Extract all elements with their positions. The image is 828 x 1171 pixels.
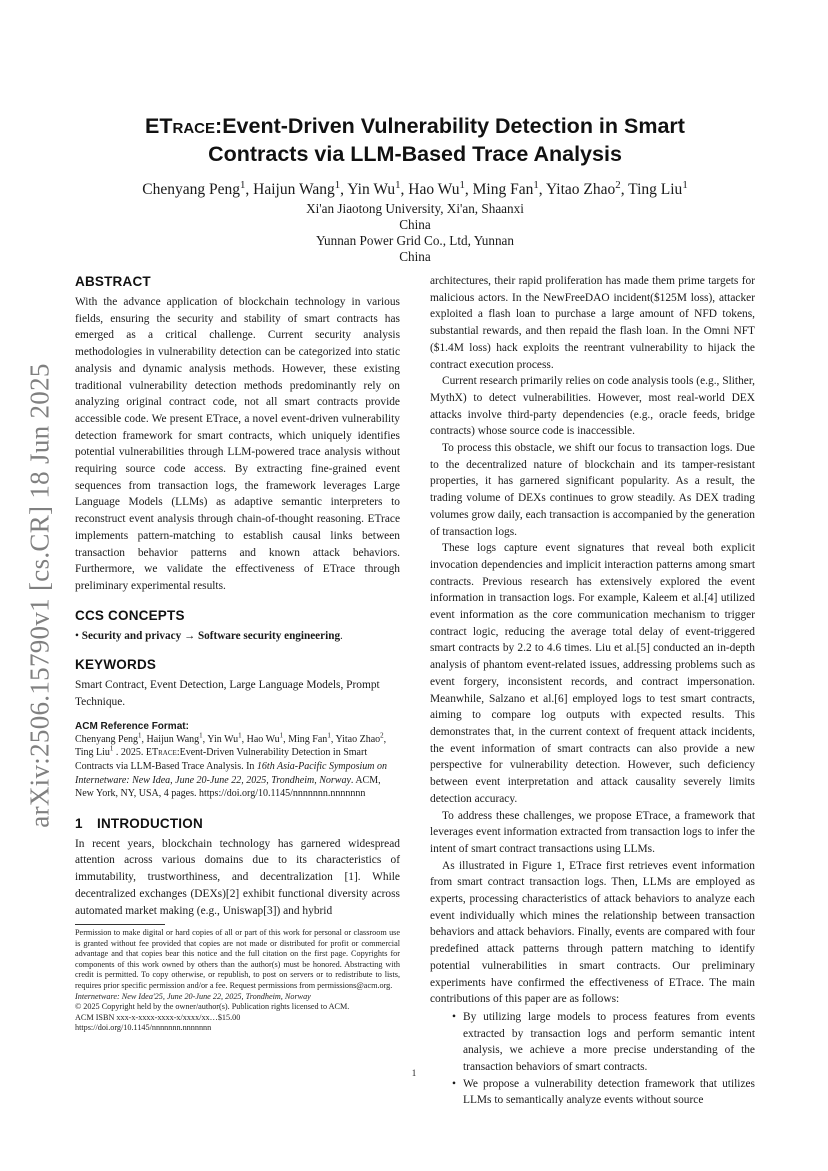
abstract-heading: ABSTRACT [75,274,151,289]
footnote-isbn: ACM ISBN xxx-x-xxxx-xxxx-x/xxxx/xx…$15.00 [75,1012,241,1022]
intro-paragraph-3: To process this obstacle, we shift our focus to transaction logs. Due to the decentralized nature of blockchain and its tamper-resistant properties, it has garnered significant popularity. As a result, the trading volume of DEXs continues to grow steadily. As DEX trading volumes grow daily, each transaction is accompanied by the generation of transaction logs. [430,442,755,538]
intro-paragraph-2: Current research primarily relies on code analysis tools (e.g., Slither, MythX) to detect vulnerabilities. However, most real-world DEX attacks involve third-party dependencies (e.g., oracle feeds, bridge contracts) whose source code is inaccessible. [430,375,756,438]
author-name: Yin Wu [347,181,396,198]
intro-paragraph-4: These logs capture event signatures that reveal both explicit invocation dependencies and implicit interaction patterns among smart contracts. Previous research has extensively explored the event information in transaction logs. For example, Kaleem et al.[4] utilized event information as the core communication mechanism to trigger contract logic, reducing the average total delay of event-triggered smart contracts by 2.2 to 4.6 times. Liu et al.[5] conducted an in-depth analysis of phantom event-related issues, addressing problems such as event forgery, inconsistent records, and contract impersonation. Meanwhile, Salzano et al.[6] employed logs to test smart contracts, aiming to compare log outputs with expected results. This demonstrates that, in the current context of frequent attack incidents, the event information of smart contracts can also provide a new perspective for vulnerability detection. However, such deficiency between event interpretation and attack causality severely limits detection accuracy. [430,542,755,805]
affiliation-2: Yunnan Power Grid Co., Ltd, Yunnan [315,233,515,248]
intro-paragraph-6: As illustrated in Figure 1, ETrace first retrieves event information from smart contract transaction logs. Then, LLMs are employed as experts, processing characteristics of attack behaviors to analyze each event individually which mines the relationship between transaction behaviors and attack behaviors. Finally, events are compared with four predefined attack patterns through pattern matching to identify potential vulnerabilities in smart contracts. Our preliminary experiments have confirmed the effectiveness of ETrace. The main contributions of this paper are as follows: [430,859,755,1006]
keywords-text: Smart Contract, Event Detection, Large Language Models, Prompt Technique. [75,679,380,709]
right-column [430,273,755,1109]
paper-title [90,112,740,168]
author [253,178,341,198]
contribution-list [430,1009,755,1109]
keywords-heading: KEYWORDS [75,657,157,673]
arxiv-id: arXiv:2506.15790v1 [cs.CR] 18 Jun 2025 [24,362,55,828]
footnote-copyright: © 2025 Copyright held by the owner/author(s). Publication rights licensed to ACM. [75,1002,350,1012]
intro-heading: 1 INTRODUCTION [75,815,203,831]
author [472,178,539,198]
page-number: 1 [411,1068,417,1078]
ccs-heading: CCS CONCEPTS [75,607,185,623]
author-name: Haijun Wang [253,181,335,198]
author-name: Hao Wu [408,181,460,198]
author [347,178,401,198]
abstract-text: With the advance application of blockchain technology in various fields, ensuring the security and stability of smart contracts has emerged as a critical challenge. Current security analysis methodologies in vulnerability detection can be categorized into static analysis and dynamic analysis methods. However, these existing traditional vulnerability detection methods predominantly rely on analyzing original contract code, not all smart contracts provide accessible code. We present ETrace, a novel event-driven vulnerability detection framework for smart contracts, which uniquely identifies potential vulnerabilities through LLM-powered trace analysis without requiring source code access. By extracting fine-grained event sequences from transaction logs, the framework leverages Large Language Models (LLMs) as adaptive semantic interpreters to reconstruct event analysis through chain-of-thought reasoning. ETrace implements pattern-matching to establish causal links between transaction behavior patterns and known attack behaviors. Furthermore, we validate the effectiveness of ETrace through preliminary experimental results. [75,296,400,592]
ccs-text: • Security and privacy → Software security engineering. [75,629,343,642]
author [408,178,465,198]
author-affiliation-mark: 1 [334,178,341,191]
intro-paragraph-5: To address these challenges, we propose ETrace, a framework that leverages event information extracted from transaction logs to infer the intent of smart contract transactions using LLMs. [430,809,755,855]
footnote-doi: https://doi.org/10.1145/nnnnnnn.nnnnnnn [75,1023,212,1033]
affiliation-1: Xi'an Jiaotong University, Xi'an, Shaanxi [306,201,524,216]
author-affiliation-mark: 1 [395,178,401,191]
contribution-item: • We propose a vulnerability detection framework that utilizes LLMs to semantically analyze events without source [430,1076,755,1109]
title-line1: :Event-Driven Vulnerability Detection in Smart [215,114,685,138]
author-name: Ting Liu [628,181,683,198]
acm-ref-text: Chenyang Peng$^1$, Haijun Wang$^1$, Yin Wu$^1$, Hao Wu$^1$, Ming Fan$^1$, Yitao Zhao$^2$, Ting Liu$^1$ . 2025. ETrace:Event-Driven Vulnerability Detection in Smart Contracts via LLM-Based Trace Analysis. In 16th Asia-Pacific Symposium on Internetware: New Idea, June 20-June 22, 2025, Trondheim, Norway. ACM, New York, NY, USA, 4 pages. https://doi.org/10.1145/nnnnnnn.nnnnnnn [75,731,387,800]
arxiv-stamp [20,345,60,845]
author-affiliation-mark: 2 [615,178,621,191]
acm-ref-heading: ACM Reference Format: [75,720,189,732]
title-system-name: ETrace [145,114,216,138]
author [628,178,688,198]
permission-text: Permission to make digital or hard copies of all or part of this work for personal or classroom use is granted without fee provided that copies are not made or distributed for profit or commercial advantage and that copies bear this notice and the full citation on the first page. Copyrights for components of this work owned by others than the author(s) must be honored. Abstracting with credit is permitted. To copy otherwise, or republish, to post on servers or to redistribute to lists, requires prior specific permission and/or a fee. Request permissions from permissions@acm.org. [75,928,400,990]
footnote-venue: Internetware: New Idea'25, June 20-June 22, 2025, Trondheim, Norway [75,991,311,1001]
author-affiliation-mark: 1 [682,178,688,191]
author-name: Chenyang Peng [142,181,240,198]
footnote-rule [75,924,165,925]
title-line2: Contracts via LLM-Based Trace Analysis [208,142,622,166]
author [545,178,621,198]
intro-paragraph-1: In recent years, blockchain technology has garnered widespread attention across various domains due to its characteristics of immutability, trustworthiness, and decentralization [1]. While decentralized exchanges (DEXs)[2] exhibit functional diversity across automated market making (e.g., Uniswap[3]) and hybrid [75,837,400,917]
author-name: Ming Fan [472,181,534,198]
affiliation-1-country: China [399,217,431,232]
affiliation-2-country: China [399,249,431,264]
intro-paragraph-continued: architectures, their rapid proliferation has made them prime targets for malicious actors. In the NewFreeDAO incident($125M loss), attacker exploited a flash loan to purchase a large amount of NFD tokens, substantial rewards, and then repaid the flash loan. In the Omni NFT ($1.4M loss) hack exploits the reentrant vulnerability to hijack the contract execution process. [430,275,755,371]
author [142,178,246,198]
author-name: Yitao Zhao [545,181,616,198]
author-affiliation-mark: 1 [240,178,246,191]
author-affiliation-mark: 1 [459,178,465,191]
contribution-item: • By utilizing large models to process features from events extracted by transaction logs and perform semantic intent analysis, we achieve a more precise understanding of the transaction behaviors of smart contracts. [430,1009,755,1076]
author-affiliation-mark: 1 [533,178,539,191]
author-list: Chenyang Peng$^1$, Haijun Wang$^1$, Yin Wu$^1$, Hao Wu$^1$, Ming Fan$^1$, Yitao Zhao$^2$, Ting Liu$^1$ [142,178,688,198]
left-column [75,273,400,919]
permission-footnote [75,928,400,1034]
